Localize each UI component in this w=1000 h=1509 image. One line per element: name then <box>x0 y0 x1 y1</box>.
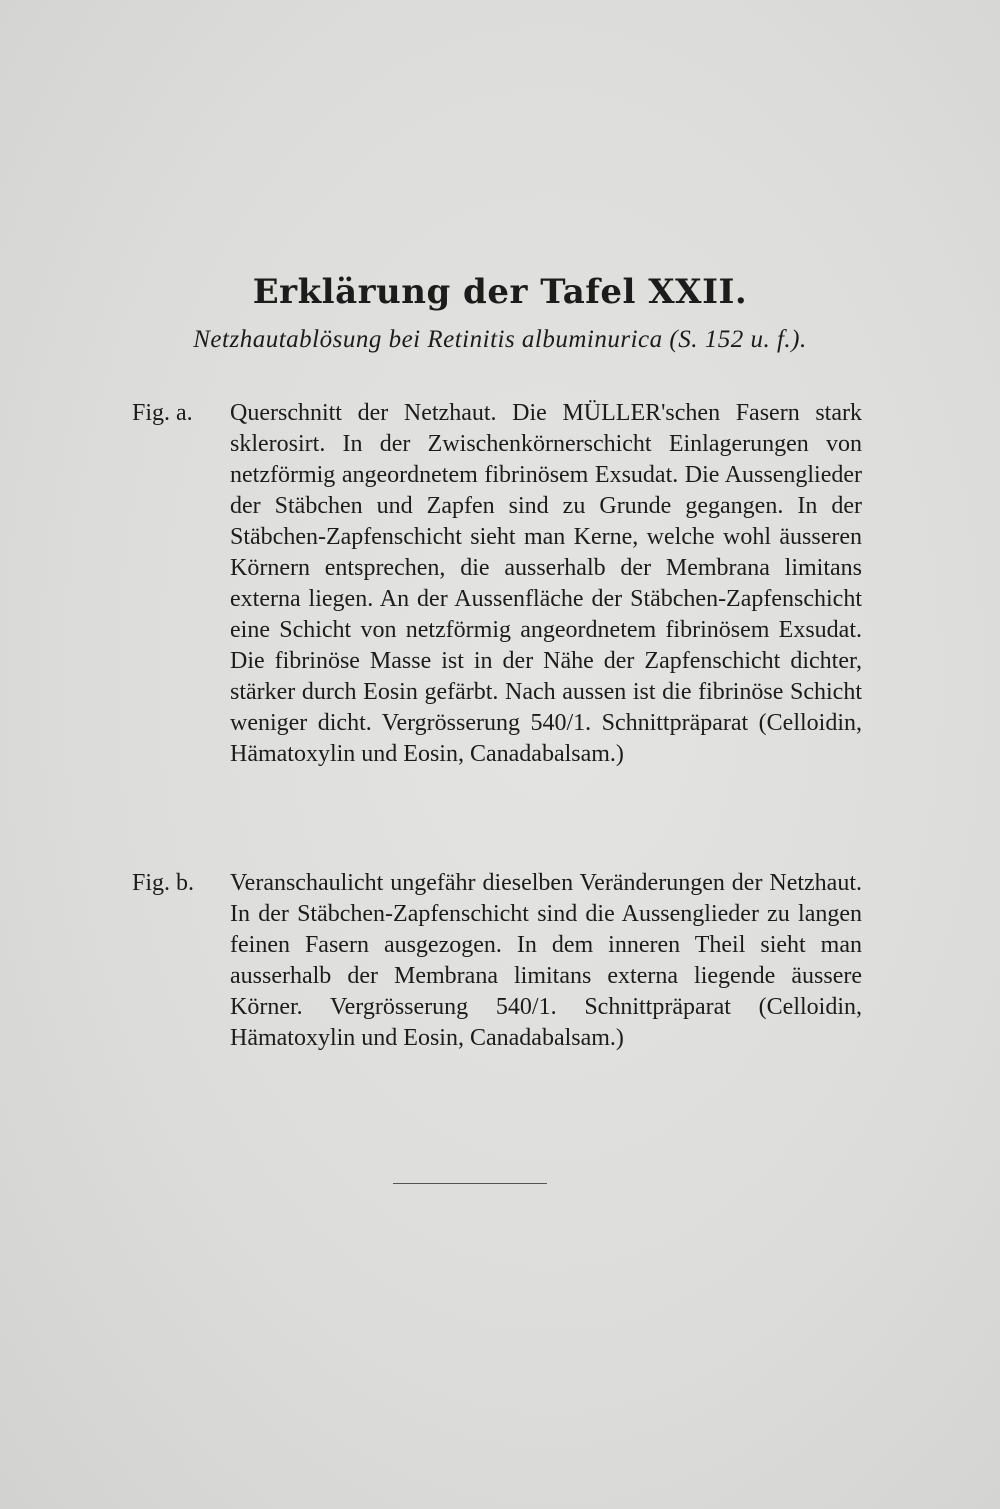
figure-a-entry <box>132 398 862 770</box>
figure-a-description: Querschnitt der Netzhaut. Die MÜLLER'schen Fasern stark sklerosirt. In der Zwischenkörnerschicht Einlagerungen von netzförmig angeordnetem fibrinösem Exsudat. Die Aussenglieder der Stäbchen und Zapfen sind zu Grunde gegangen. In der Stäbchen-Zapfenschicht sieht man Kerne, welche wohl äusseren Körnern entsprechen, die ausserhalb der Membrana limitans externa liegen. An der Aussenfläche der Stäbchen-Zapfenschicht eine Schicht von netzförmig angeordnetem fibrinösem Exsudat. Die fibrinöse Masse ist in der Nähe der Zapfenschicht dichter, stärker durch Eosin gefärbt. Nach aussen ist die fibrinöse Schicht weniger dicht. Vergrösserung 540/1. Schnittpräparat (Celloidin, Hämatoxylin und Eosin, Canadabalsam.) <box>230 400 862 767</box>
plate-title: Erklärung der Tafel XXII. <box>252 272 748 312</box>
closing-rule <box>393 1183 547 1184</box>
figure-a-label: Fig. a. <box>132 400 193 426</box>
figure-b-label: Fig. b. <box>132 870 195 896</box>
plate-subtitle: Netzhautablösung bei Retinitis albuminurica (S. 152 u. f.). <box>193 326 807 353</box>
figure-b-entry <box>132 868 862 1054</box>
figure-b-description: Veranschaulicht ungefähr dieselben Veränderungen der Netzhaut. In der Stäbchen-Zapfenschicht sind die Aussenglieder zu langen feinen Fasern ausgezogen. In dem inneren Theil sieht man ausserhalb der Membrana limitans externa liegende äussere Körner. Vergrösserung 540/1. Schnittpräparat (Celloidin, Hämatoxylin und Eosin, Canadabalsam.) <box>230 870 862 1051</box>
